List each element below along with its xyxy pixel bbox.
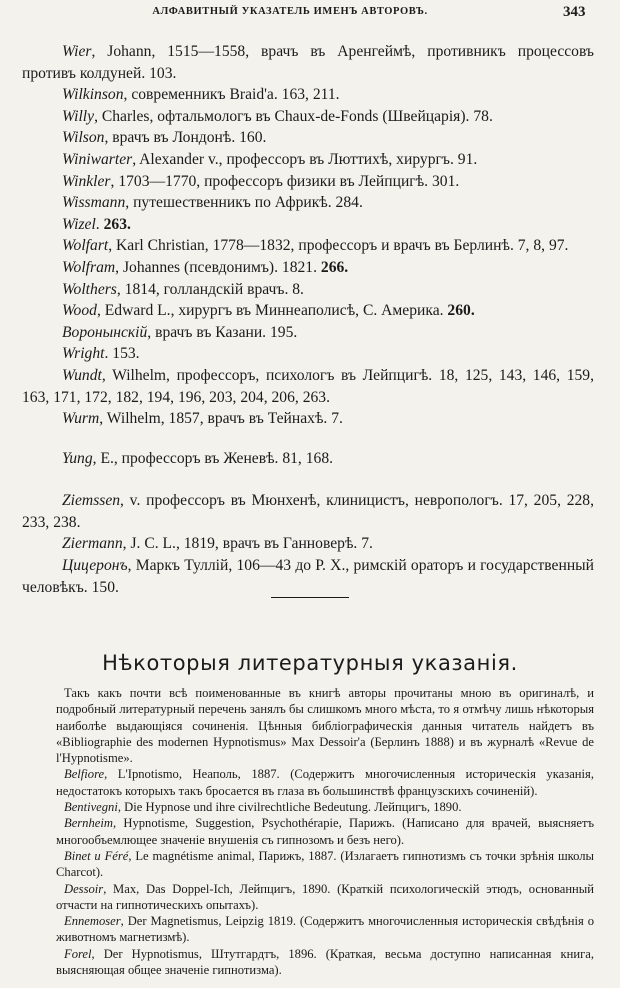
entry-bold-page: 260.: [447, 302, 475, 320]
entry-text: , Wilhelm, профессоръ, психологъ въ Лейпцигѣ. 18, 125, 143, 146, 159, 163, 171, 172, 182, 194, 196, 203, 204, 206, 263.: [22, 366, 594, 406]
entry-text: , J. C. L., 1819, врачъ въ Ганноверѣ. 7.: [122, 535, 373, 553]
reference-entry: [56, 913, 594, 946]
entry-text: , Charles, офтальмологъ въ Chaux-de-Fonds (Швейцарія). 78.: [94, 107, 493, 125]
reference-text: , Le magnétisme animal, Парижъ, 1887. (Излагаетъ гипнотизмъ съ точки зрѣнія школы Charcot).: [56, 848, 594, 880]
index-entry: [22, 490, 594, 533]
page-number: 343: [563, 4, 586, 20]
reference-author: Bernheim: [64, 816, 113, 831]
entry-text: , врачъ въ Лондонѣ. 160.: [104, 129, 267, 147]
index-entry: [22, 235, 594, 257]
reference-author: Bentivegni: [64, 800, 118, 815]
entry-text: , путешественникъ по Африкѣ. 284.: [125, 194, 363, 212]
author-name: Wolfram: [62, 258, 116, 276]
entry-text: , врачъ въ Казани. 195.: [147, 323, 298, 341]
reference-entry: [56, 881, 594, 914]
entry-bold-page: 266.: [320, 258, 349, 276]
reference-text: , Max, Das Doppel-Ich, Лейпцигъ, 1890. (Краткій психологическій этюдъ, основанный отчасти на гипнотическихъ опытахъ).: [56, 881, 594, 912]
author-name: Wilson: [62, 129, 105, 147]
author-name: Ziermann: [62, 535, 123, 553]
reference-entry: [56, 946, 594, 979]
reference-entry: [56, 799, 594, 815]
index-entry: [22, 41, 594, 84]
author-name: Wier: [62, 43, 92, 60]
index-entry: [22, 214, 594, 236]
reference-author: Binet и Féré: [64, 848, 129, 863]
index-entry: [22, 300, 594, 322]
running-title: АЛФАВИТНЫЙ УКАЗАТЕЛЬ ИМЕНЪ АВТОРОВЪ.: [152, 6, 428, 17]
entry-text: , Alexander v., профессоръ въ Люттихѣ, хирургъ. 91.: [132, 150, 478, 168]
entry-text: , Johann, 1515—1558, врачъ въ Аренгеймѣ, противникъ процессовъ противъ колдуней. 103.: [22, 43, 594, 82]
reference-text: , Der Hypnotismus, Штутгардтъ, 1896. (Краткая, весьма доступно написанная книга, выясняющая общее значеніе гипнотизма).: [56, 946, 594, 978]
author-name: Wissmann: [62, 194, 126, 212]
reference-entry: [56, 848, 594, 881]
author-name: Wilkinson: [62, 86, 124, 104]
index-entry: [22, 106, 594, 128]
index-entry: [22, 555, 594, 598]
index-entry: [22, 84, 594, 106]
index-entry: [22, 533, 594, 555]
reference-text: , Die Hypnose und ihre civilrechtliche Bedeutung. Лейпцигъ, 1890.: [117, 800, 462, 815]
index-entry: [22, 448, 594, 470]
author-name: Willy: [62, 107, 95, 125]
index-entry: [22, 365, 594, 408]
entry-text: .: [95, 215, 104, 233]
index-entry: [22, 343, 594, 365]
entry-text: , v. профессоръ въ Мюнхенѣ, клиницистъ, невропологъ. 17, 205, 228, 233, 238.: [22, 492, 594, 531]
section-title: Нѣкоторыя литературныя указанія.: [102, 651, 518, 675]
author-name: Цицеронъ: [62, 557, 128, 575]
index-entry: [22, 149, 594, 171]
author-name: Wood: [62, 302, 97, 320]
index-entry: [22, 171, 594, 193]
reference-text: , Der Magnetismus, Leipzig 1819. (Содержитъ многочисленныя историческія свѣдѣнія о животномъ магнетизмѣ).: [56, 914, 594, 945]
reference-author: Belfiore: [64, 767, 105, 782]
entry-text: , Karl Christian, 1778—1832, профессоръ и врачъ въ Берлинѣ. 7, 8, 97.: [108, 237, 569, 255]
reference-author: Dessoir: [64, 881, 104, 896]
author-name: Yung: [62, 449, 93, 467]
author-name: Winkler: [62, 172, 111, 190]
references: [56, 685, 594, 978]
index-entry: [22, 408, 594, 430]
author-name: Wright: [62, 345, 105, 363]
author-name: Winiwarter: [62, 150, 133, 168]
entry-text: , 1703—1770, профессоръ физики въ Лейпцигѣ. 301.: [110, 172, 460, 190]
index-entry: [22, 127, 594, 149]
letter-gap: [22, 469, 594, 490]
index-entry: [22, 257, 594, 279]
reference-author: Forel: [64, 946, 92, 961]
entry-text: , Маркъ Туллій, 106—43 до Р. Х., римскій ораторъ и государственный человѣкъ. 150.: [22, 557, 594, 596]
section-divider: [271, 597, 349, 598]
author-name: Wolthers: [62, 280, 117, 298]
entry-text: , Johannes (псевдонимъ). 1821.: [115, 258, 321, 276]
author-name: Wurm: [62, 410, 100, 428]
reference-entry: [56, 766, 594, 799]
references-intro: Такъ какъ почти всѣ поименованные въ книгѣ авторы прочитаны мною въ оригиналѣ, и подробный литературный перечень занялъ бы слишкомъ много мѣста, то я отмѣчу лишь нѣкоторыя наиболѣе выдающіяся сочиненія. Цѣнныя библіографическія данныя читатель найдетъ въ «Bibliographie des modernen Hypnotismus» Max Dessoir'а (Берлинъ 1888) и въ журналѣ «Revue de l'Hypnotisme».: [56, 686, 594, 766]
entry-text: , 1814, голландскій врачъ. 8.: [116, 280, 304, 298]
index-entry: [22, 322, 594, 344]
author-name: Wundt: [62, 366, 102, 384]
entry-text: . 153.: [104, 345, 140, 363]
index-entry: [22, 279, 594, 301]
entry-text: , E., профессоръ въ Женевѣ. 81, 168.: [92, 449, 334, 467]
reference-author: Ennemoser: [64, 914, 121, 929]
index-entry: [22, 192, 594, 214]
letter-gap: [22, 430, 594, 448]
reference-text: , Hypnotisme, Suggestion, Psychothérapie, Парижъ. (Написано для врачей, выясняетъ многообъемлющее значеніе внушенія съ гипнозомъ и безъ него).: [56, 816, 594, 847]
author-name: Воронынскій: [62, 323, 148, 341]
entry-text: , Edward L., хирургъ въ Миннеаполисѣ, С. Америка.: [96, 302, 448, 320]
author-index: [22, 41, 594, 598]
reference-entry: [56, 815, 594, 848]
author-name: Ziemssen: [62, 492, 121, 510]
reference-text: , L'Ipnotismo, Неаполь, 1887. (Содержитъ многочисленныя историческія указанія, недостатокъ которыхъ такъ бросается въ глаза въ большинствѣ французскихъ сочиненій).: [56, 767, 594, 798]
entry-text: , Wilhelm, 1857, врачъ въ Тейнахѣ. 7.: [99, 410, 343, 428]
entry-bold-page: 263.: [103, 215, 131, 233]
author-name: Wizel: [62, 215, 96, 233]
entry-text: , современникъ Braid'a. 163, 211.: [123, 86, 340, 104]
author-name: Wolfart: [62, 237, 109, 255]
